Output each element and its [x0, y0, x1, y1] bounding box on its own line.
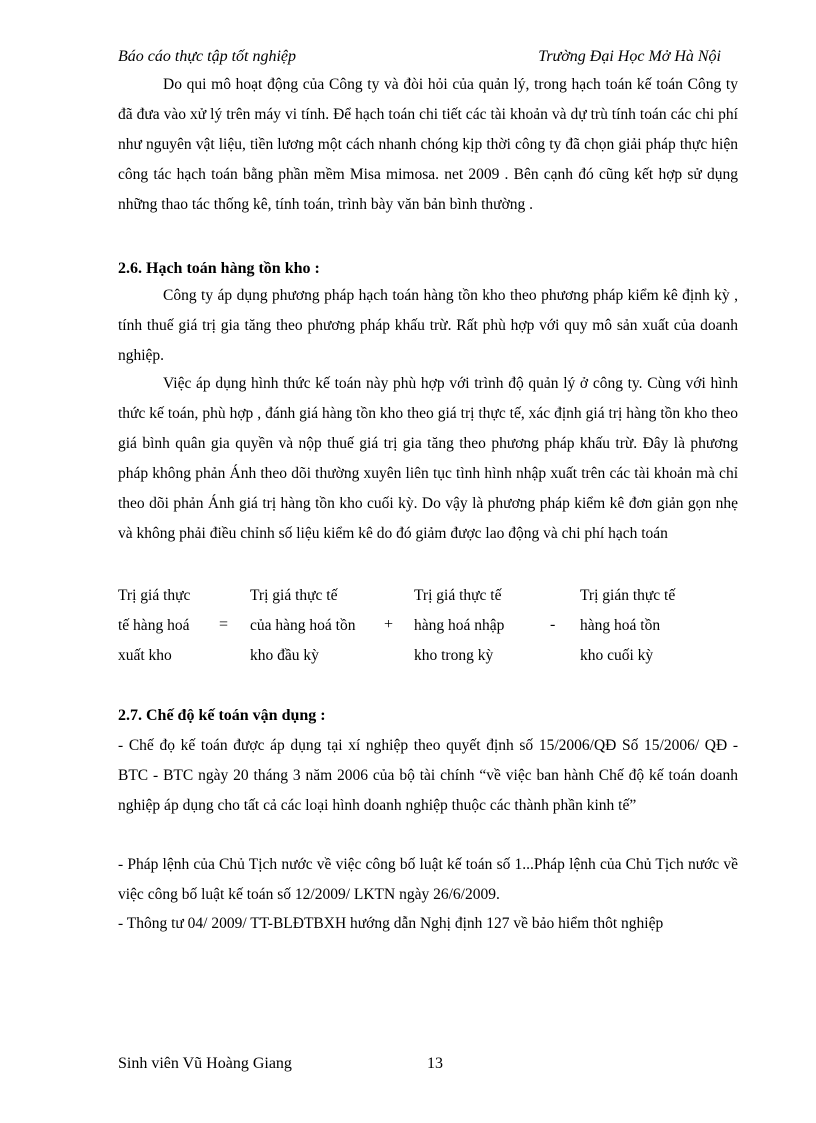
- section-2-6-paragraph-2: Việc áp dụng hình thức kế toán này phù hợp với trình độ quản lý ở công ty. Cùng với hình thức kế toán, phù hợp , đánh giá hàng tồn kho theo giá trị thực tế, xác định giá trị hàng tồn kho theo giá bình quân gia quyền và nộp thuế giá trị gia tăng theo phương pháp khấu trừ. Đây là phương pháp không phản Ánh theo dõi thường xuyên liên tục tình hình nhập xuất trên các tài khoản mà chỉ theo dõi phản Ánh giá trị hàng tồn kho cuối kỳ. Do vậy là phương pháp kiểm kê đơn giản gọn nhẹ và không phải điều chỉnh số liệu kiểm kê do đó giảm được lao động và chi phí hạch toán: [118, 375, 738, 542]
- formula-col2-line1: Trị giá thực tế: [250, 587, 338, 604]
- footer-student-name: Sinh viên Vũ Hoàng Giang: [118, 1055, 292, 1072]
- section-2-7-item-1: - Chế đọ kế toán được áp dụng tại xí nghiệp theo quyết định số 15/2006/QĐ Số 15/2006/ QĐ - BTC - BTC ngày 20 tháng 3 năm 2006 của bộ tài chính “về việc ban hành Chế độ kế toán doanh nghiệp áp dụng cho tất cả các loại hình doanh nghiệp thuộc các thành phần kinh tế”: [118, 737, 738, 814]
- formula-col2-line2: của hàng hoá tồn: [250, 617, 356, 634]
- formula-col3-line1: Trị giá thực tế: [414, 587, 502, 604]
- formula-col1-line3: xuất kho: [118, 647, 172, 664]
- formula-col3-line2: hàng hoá nhập: [414, 617, 505, 634]
- formula-col4-line1: Trị gián thực tế: [580, 587, 676, 604]
- intro-paragraph: Do qui mô hoạt động của Công ty và đòi hỏi của quản lý, trong hạch toán kế toán Công ty đã đưa vào xử lý trên máy vi tính. Để hạch toán chi tiết các tài khoản và dự trù tính toán các chi phí như nguyên vật liệu, tiền lương một cách nhanh chóng kịp thời công ty đã chọn giải pháp thực hiện công tác hạch toán bằng phần mềm Misa mimosa. net 2009 . Bên cạnh đó cũng kết hợp sử dụng những thao tác thống kê, tính toán, trình bày văn bản bình thường .: [118, 76, 738, 213]
- formula-col4-line3: kho cuối kỳ: [580, 647, 654, 664]
- section-2-6-heading: 2.6. Hạch toán hàng tồn kho :: [118, 260, 320, 277]
- section-2-7-item-2: - Pháp lệnh của Chủ Tịch nước về việc công bố luật kế toán số 1...Pháp lệnh của Chủ Tịch nước về việc công bố luật kế toán số 12/2009/ LKTN ngày 26/6/2009.: [118, 856, 738, 903]
- section-2-6-paragraph-1: Công ty áp dụng phương pháp hạch toán hàng tồn kho theo phương pháp kiểm kê định kỳ , tính thuế giá trị gia tăng theo phương pháp khấu trừ. Rất phù hợp với quy mô sản xuất của doanh nghiệp.: [118, 287, 738, 364]
- formula-minus: -: [550, 616, 556, 633]
- header-left: Báo cáo thực tập tốt nghiệp: [118, 48, 297, 65]
- formula-col2-line3: kho đầu kỳ: [250, 647, 319, 664]
- formula-col4-line2: hàng hoá tồn: [580, 617, 661, 634]
- section-2-7-heading: 2.7. Chế độ kế toán vận dụng :: [118, 707, 326, 724]
- footer-page-number: 13: [427, 1055, 443, 1072]
- formula-equals: =: [219, 616, 229, 633]
- formula-col1-line2: tế hàng hoá: [118, 617, 190, 634]
- header-right: Trường Đại Học Mở Hà Nội: [538, 48, 721, 65]
- formula-col3-line3: kho trong kỳ: [414, 647, 494, 664]
- section-2-7-item-3: - Thông tư 04/ 2009/ TT-BLĐTBXH hướng dẫn Nghị định 127 về bảo hiểm thôt nghiệp: [118, 915, 664, 932]
- formula-plus: +: [384, 616, 394, 633]
- formula-col1-line1: Trị giá thực: [118, 587, 191, 604]
